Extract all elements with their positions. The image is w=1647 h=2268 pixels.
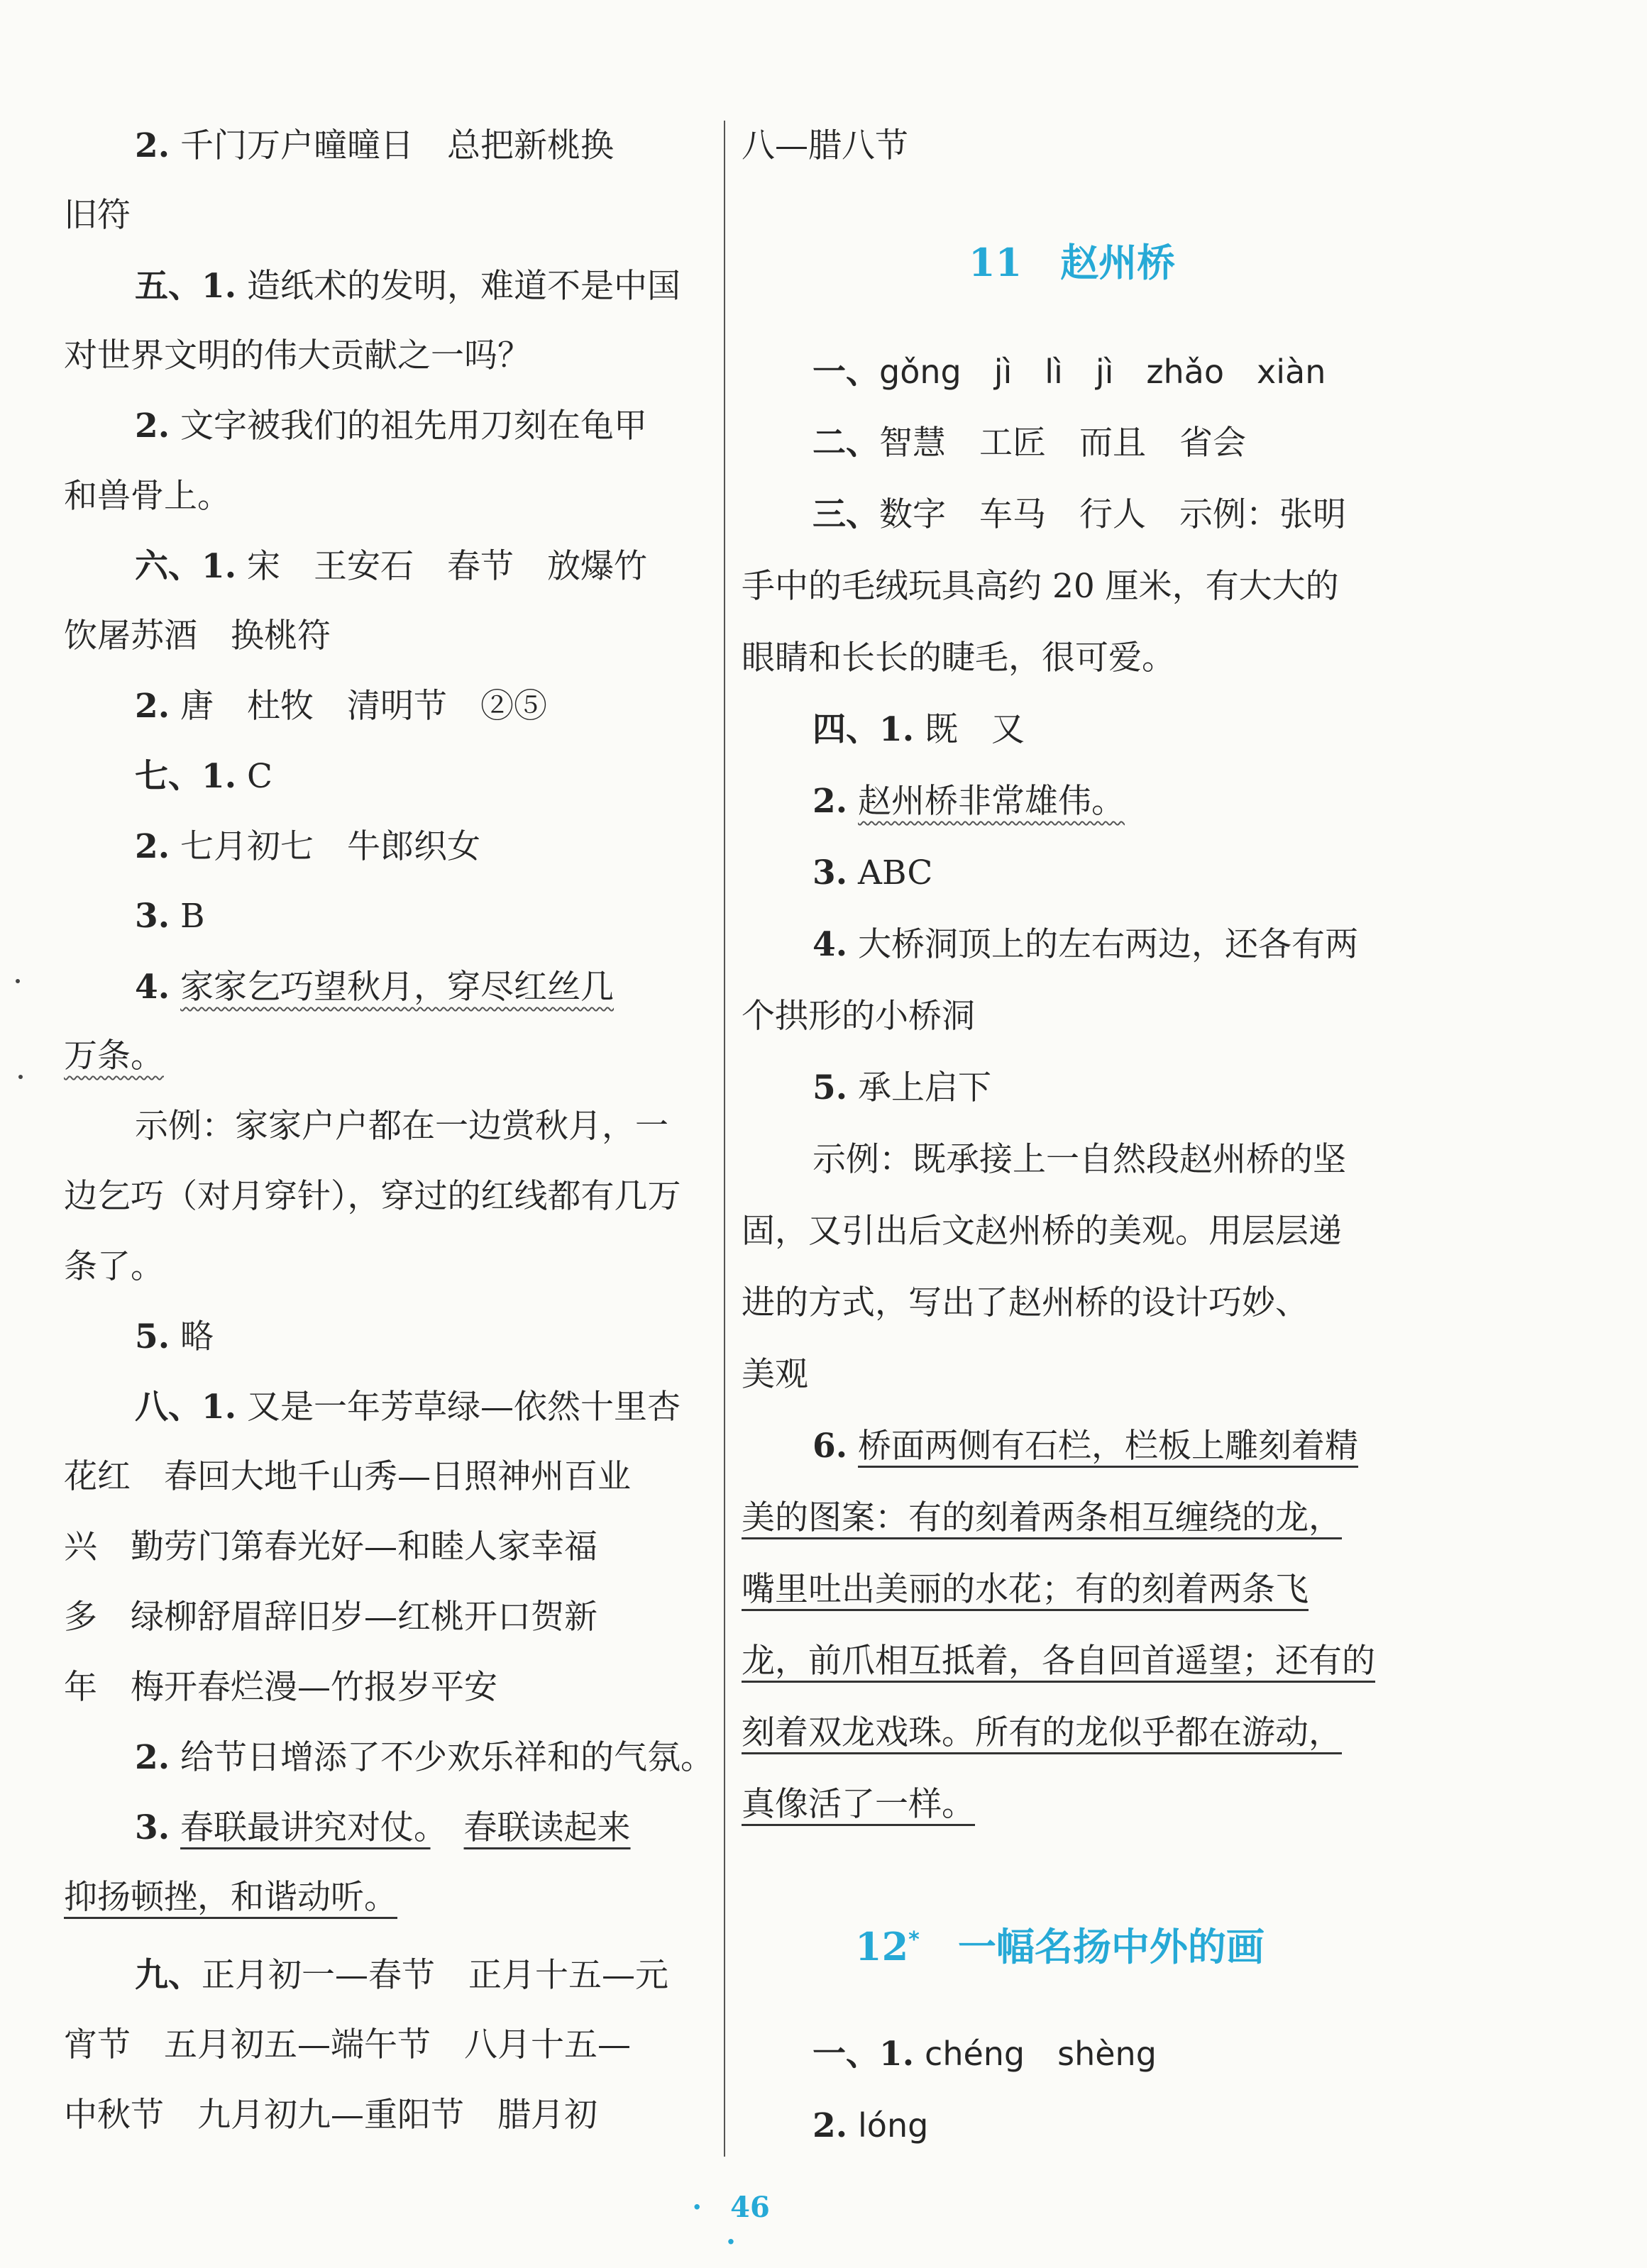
column-divider xyxy=(724,121,725,2157)
answer-line: 一、1. chéng shèng xyxy=(813,2035,1157,2074)
page-number: · 46 · xyxy=(692,2191,798,2259)
answer-line: 和兽骨上。 xyxy=(64,477,231,516)
answer-line: 示例：既承接上一自然段赵州桥的坚 xyxy=(813,1140,1346,1179)
answer-line: 5. 略 xyxy=(135,1317,214,1356)
answer-line: 二、智慧 工匠 而且 省会 xyxy=(813,424,1246,463)
answer-line: 八—腊八节 xyxy=(742,126,908,165)
answer-line: 年 梅开春烂漫—竹报岁平安 xyxy=(64,1668,497,1707)
answer-line: 5. 承上启下 xyxy=(813,1068,992,1107)
answer-line: 2. 唐 杜牧 清明节 ②⑤ xyxy=(135,687,548,726)
answer-line: 六、1. 宋 王安石 春节 放爆竹 xyxy=(135,547,648,586)
answer-line: 2. 赵州桥非常雄伟。 xyxy=(813,782,1125,821)
answer-line: 真像活了一样。 xyxy=(742,1785,975,1824)
answer-line: 2. 文字被我们的祖先用刀刻在龟甲 xyxy=(135,406,648,446)
answer-line: 五、1. 造纸术的发明，难道不是中国 xyxy=(135,267,681,306)
lesson-heading-12: 12* 一幅名扬中外的画 xyxy=(855,1924,1265,1969)
answer-line: 2. 给节日增添了不少欢乐祥和的气氛。 xyxy=(135,1738,715,1777)
answer-line: 花红 春回大地千山秀—日照神州百业 xyxy=(64,1457,631,1496)
answer-line: 2. 千门万户曈曈日 总把新桃换 xyxy=(135,126,615,165)
answer-line: 四、1. 既 又 xyxy=(813,710,1025,749)
answer-line: 眼睛和长长的睫毛，很可爱。 xyxy=(742,638,1175,677)
answer-line: 固，又引出后文赵州桥的美观。用层层递 xyxy=(742,1212,1342,1251)
answer-line: 条了。 xyxy=(64,1247,164,1286)
answer-line: 龙，前爪相互抵着，各自回首遥望；还有的 xyxy=(742,1642,1375,1681)
answer-line: 手中的毛绒玩具高约 20 厘米，有大大的 xyxy=(742,567,1339,606)
answer-line: 饮屠苏酒 换桃符 xyxy=(64,616,331,655)
answer-line: 九、正月初一—春节 正月十五—元 xyxy=(135,1956,668,1995)
answer-line: 旧符 xyxy=(64,196,131,235)
answer-line: 美观 xyxy=(742,1355,808,1394)
answer-line: 示例：家家户户都在一边赏秋月，一 xyxy=(135,1107,668,1146)
answer-line: 边乞巧（对月穿针），穿过的红线都有几万 xyxy=(64,1177,681,1216)
answer-line: 4. 大桥洞顶上的左右两边，还各有两 xyxy=(813,925,1359,964)
answer-line: 3. 春联最讲究对仗。 春联读起来 xyxy=(135,1808,631,1847)
scan-speck xyxy=(18,1075,23,1079)
answer-line: 对世界文明的伟大贡献之一吗？ xyxy=(64,336,531,375)
scan-speck xyxy=(16,979,20,983)
answer-line: 兴 勤劳门第春光好—和睦人家幸福 xyxy=(64,1527,597,1566)
answer-line: 一、gǒng jì lì jì zhǎo xiàn xyxy=(813,353,1326,392)
lesson-heading-11: 11 赵州桥 xyxy=(969,240,1176,285)
answer-line: 4. 家家乞巧望秋月，穿尽红丝几 xyxy=(135,968,615,1007)
answer-line: 嘴里吐出美丽的水花；有的刻着两条飞 xyxy=(742,1570,1309,1609)
answer-line: 个拱形的小桥洞 xyxy=(742,997,975,1036)
answer-line: 2. lóng xyxy=(813,2106,929,2145)
answer-line: 多 绿柳舒眉辞旧岁—红桃开口贺新 xyxy=(64,1598,597,1637)
answer-line: 万条。 xyxy=(64,1036,164,1075)
answer-line: 七、1. C xyxy=(135,757,272,796)
answer-line: 宵节 五月初五—端午节 八月十五— xyxy=(64,2025,631,2064)
answer-line: 抑扬顿挫，和谐动听。 xyxy=(64,1878,397,1917)
answer-line: 6. 桥面两侧有石栏，栏板上雕刻着精 xyxy=(813,1427,1359,1466)
answer-line: 三、数字 车马 行人 示例：张明 xyxy=(813,495,1346,534)
answer-line: 八、1. 又是一年芳草绿—依然十里杏 xyxy=(135,1388,681,1427)
answer-line: 刻着双龙戏珠。所有的龙似乎都在游动， xyxy=(742,1713,1342,1752)
answer-line: 3. ABC xyxy=(813,853,933,892)
answer-line: 进的方式，写出了赵州桥的设计巧妙、 xyxy=(742,1283,1309,1322)
answer-line: 3. B xyxy=(135,897,205,936)
answer-line: 美的图案：有的刻着两条相互缠绕的龙， xyxy=(742,1498,1342,1537)
answer-line: 2. 七月初七 牛郎织女 xyxy=(135,827,481,866)
answer-line: 中秋节 九月初九—重阳节 腊月初 xyxy=(64,2096,597,2135)
